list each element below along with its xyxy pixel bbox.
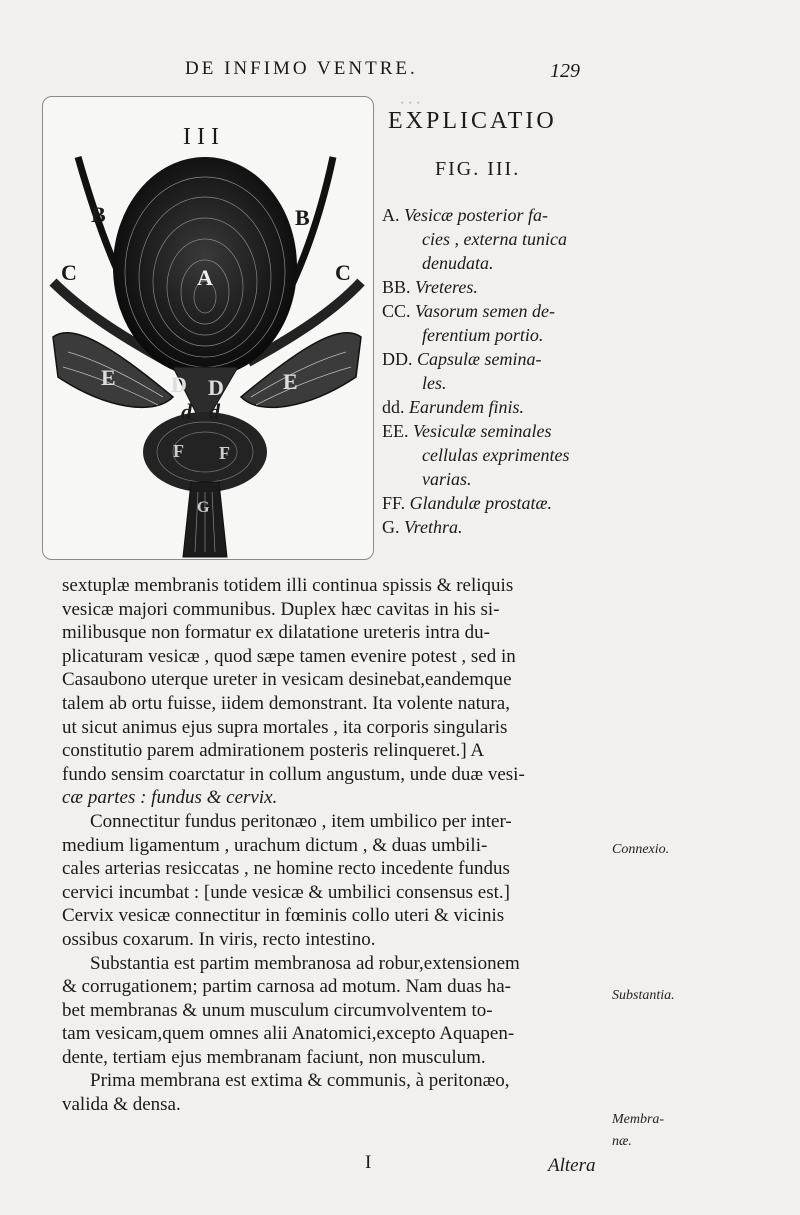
bladder-illustration bbox=[43, 97, 373, 559]
legend-item: dd. Earundem finis. bbox=[382, 397, 524, 417]
label-d-left: D bbox=[171, 372, 187, 397]
text-line: cales arterias resiccatas , ne homine recto incedente fundus bbox=[62, 858, 510, 880]
text-line: sextuplæ membranis totidem illi continua spissis & reliquis bbox=[62, 575, 514, 596]
text-line: Casaubono uterque ureter in vesicam desinebat,eandemque bbox=[62, 669, 512, 691]
text-line: ut sicut animus ejus supra mortales , ita corporis singularis bbox=[62, 716, 508, 738]
legend-item: G. Vrethra. bbox=[382, 517, 463, 537]
text-line: ossibus coxarum. In viris, recto intestino. bbox=[62, 928, 376, 950]
margin-note-connexio: Connexio. bbox=[612, 842, 670, 857]
legend-item: FF. Glandulæ prostatæ. bbox=[382, 493, 552, 513]
text-line: fundo sensim coarctatur in collum angustum, unde duæ vesi- bbox=[62, 763, 525, 785]
text-line: bet membranas & unum musculum circumvolventem to- bbox=[62, 999, 493, 1021]
label-e-right: E bbox=[283, 369, 298, 394]
text-line: vesicæ majori communibus. Duplex hæc cavitas in his si- bbox=[62, 598, 500, 620]
margin-note-substantia: Substantia. bbox=[612, 988, 675, 1003]
text-line: Substantia est partim membranosa ad robur,extensionem bbox=[90, 952, 520, 974]
label-a: A bbox=[197, 265, 213, 290]
label-f-left: F bbox=[173, 441, 184, 461]
text-line: dente, tertiam ejus membranam faciunt, non musculum. bbox=[62, 1046, 486, 1068]
text-line: Connectitur fundus peritonæo , item umbilico per inter- bbox=[90, 810, 512, 832]
text-line: cæ partes : fundus & cervix. bbox=[62, 787, 278, 809]
label-f-right: F bbox=[219, 443, 230, 463]
text-line: Cervix vesicæ connectitur in fœminis collo uteri & vicinis bbox=[62, 905, 505, 927]
text-line: plicaturam vesicæ , quod sæpe tamen evenire potest , sed in bbox=[62, 645, 516, 667]
text-line: milibusque non formatur ex dilatatione ureteris intra du- bbox=[62, 622, 490, 644]
figure-roman-numeral: III bbox=[183, 124, 225, 150]
text-line: cervici incumbat : [unde vesicæ & umbilici consensus est.] bbox=[62, 881, 510, 903]
signature-mark: I bbox=[365, 1152, 372, 1173]
label-b-right: B bbox=[295, 205, 310, 230]
text-line: Prima membrana est extima & communis, à peritonæo, bbox=[90, 1070, 510, 1092]
legend-item: CC. Vasorum semen de- ferentium portio. bbox=[382, 301, 555, 345]
text-line: constitutio parem admirationem posteris relinqueret.] A bbox=[62, 740, 485, 762]
text-line: medium ligamentum , urachum dictum , & duas umbili- bbox=[62, 834, 488, 856]
running-title: DE INFIMO VENTRE. bbox=[185, 58, 418, 79]
show-through-text: · · · bbox=[400, 95, 420, 112]
explicatio-heading: EXPLICATIO bbox=[388, 108, 557, 134]
label-c-right: C bbox=[335, 260, 351, 285]
text-line: tam vesicam,quem omnes alii Anatomici,excepto Aquapen- bbox=[62, 1023, 515, 1045]
margin-note-membranae-1: Membra- bbox=[612, 1112, 665, 1127]
legend-item: DD. Capsulæ semina- les. bbox=[382, 349, 542, 393]
label-d-small-right: d bbox=[209, 399, 220, 424]
label-g: G bbox=[197, 499, 210, 516]
label-d-small-left: d bbox=[181, 399, 192, 424]
text-line: valida & densa. bbox=[62, 1094, 181, 1116]
margin-note-membranae-2: næ. bbox=[612, 1134, 632, 1149]
label-b-left: B bbox=[91, 202, 106, 227]
page-number: 129 bbox=[550, 60, 580, 82]
label-e-left: E bbox=[101, 365, 116, 390]
legend-item: BB. Vreteres. bbox=[382, 277, 478, 297]
figure-caption-heading: FIG. III. bbox=[435, 158, 521, 180]
anatomical-figure-plate bbox=[42, 96, 374, 560]
text-line: & corrugationem; partim carnosa ad motum. Nam duas ha- bbox=[62, 976, 512, 998]
legend-item: A. Vesicæ posterior fa- cies , externa tunica denudata. bbox=[382, 205, 567, 273]
text-line: talem ab ortu fuisse, iidem demonstrant. Ita volente natura, bbox=[62, 692, 510, 714]
label-d-right: D bbox=[208, 375, 224, 400]
body-text bbox=[62, 574, 600, 1117]
figure-legend bbox=[382, 203, 600, 539]
legend-item: EE. Vesiculæ seminales cellulas exprimentes varias. bbox=[382, 421, 570, 489]
catchword: Altera bbox=[548, 1155, 596, 1176]
label-c-left: C bbox=[61, 260, 77, 285]
